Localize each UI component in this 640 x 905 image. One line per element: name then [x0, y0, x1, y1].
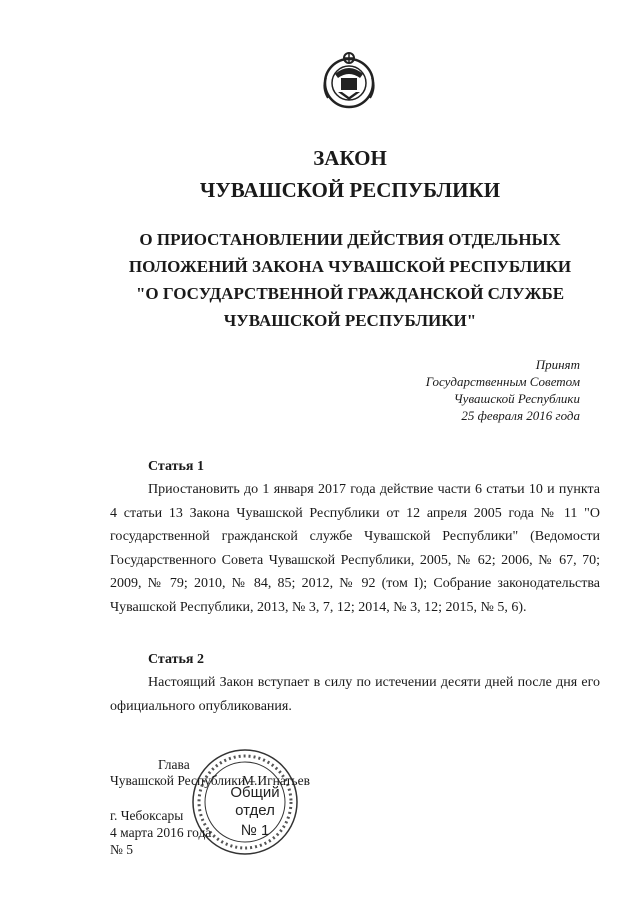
subtitle-line: "О ГОСУДАРСТВЕННОЙ ГРАЖДАНСКОЙ СЛУЖБЕ: [135, 284, 565, 303]
stamp-line: отдел: [235, 802, 275, 819]
adoption-line: Принят: [535, 357, 580, 372]
signatory-title-republic: Чувашской Республики –: [110, 773, 256, 788]
adoption-line: Государственным Советом: [425, 374, 580, 389]
subtitle-line: ПОЛОЖЕНИЙ ЗАКОНА ЧУВАШСКОЙ РЕСПУБЛИКИ: [128, 257, 572, 276]
adoption-line: Чувашской Республики: [453, 391, 580, 406]
law-title: ЗАКОН: [313, 146, 387, 170]
article-2-text: [110, 671, 600, 718]
subtitle-line: О ПРИОСТАНОВЛЕНИИ ДЕЙСТВИЯ ОТДЕЛЬНЫХ: [139, 230, 561, 249]
article-1-text: [110, 478, 600, 619]
signing-city: г. Чебоксары: [110, 808, 184, 823]
coat-of-arms-emblem: [318, 48, 380, 114]
article-2-heading: Статья 2: [148, 652, 204, 667]
stamp-line: Общий: [230, 784, 280, 801]
signatory-title: Глава: [158, 757, 190, 772]
law-republic-title: ЧУВАШСКОЙ РЕСПУБЛИКИ: [199, 178, 501, 202]
article-1-heading: Статья 1: [148, 459, 204, 474]
adoption-date: 25 февраля 2016 года: [461, 408, 580, 423]
signing-date: 4 марта 2016 года: [110, 825, 212, 840]
law-number: № 5: [110, 842, 134, 857]
adoption-note: [380, 356, 580, 424]
article-1-body: Приостановить до 1 января 2017 года действие части 6 статьи 10 и пункта 4 статьи 13 Закона Чувашской Республики от 12 апреля 2005 года № 11 "О государственной гражданской службе Чувашской Республики" (Ведомости Государственного Совета Чувашской Республики, 2005, № 62; 2006, № 67, 70; 2009, № 79; 2010, № 84, 85; 2012, № 92 (том I); Собрание законодательства Чувашской Республики, 2013, № 3, 7, 12; 2014, № 3, 12; 2015, № 5, 6).: [110, 482, 600, 615]
article-2-body: Настоящий Закон вступает в силу по истечении десяти дней после дня его официального опубликования.: [110, 675, 600, 714]
stamp-line: № 1: [240, 822, 270, 839]
law-subtitle: [90, 226, 610, 334]
signatory-name: М.Игнатьев: [242, 773, 310, 788]
subtitle-line: ЧУВАШСКОЙ РЕСПУБЛИКИ": [223, 311, 477, 330]
